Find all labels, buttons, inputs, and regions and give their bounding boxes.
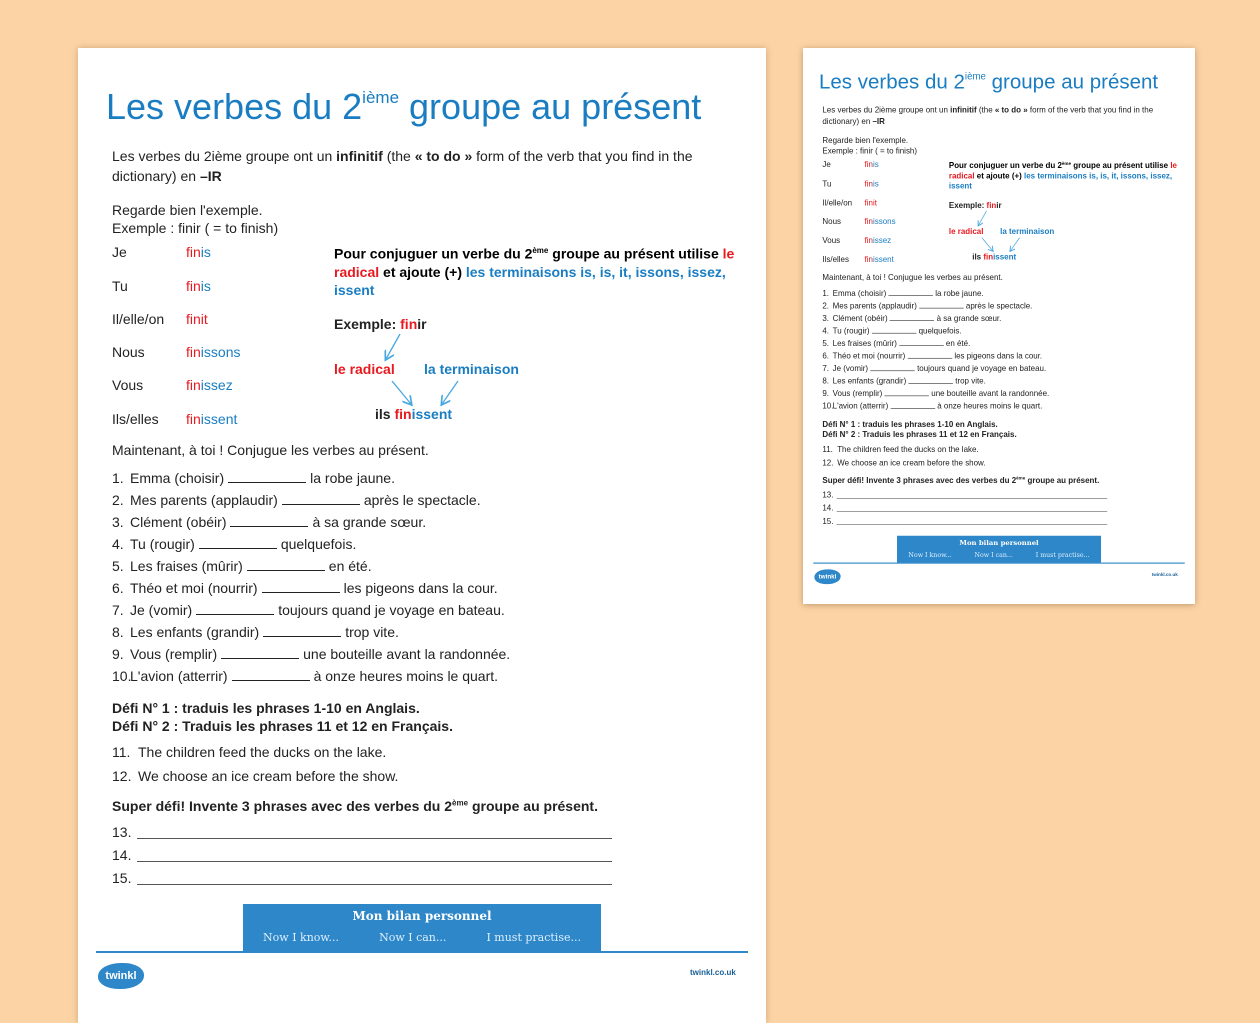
pronoun: Ils/elles [112,411,159,427]
conjugated-verb: finit [864,197,877,207]
answer-blank[interactable] [199,548,277,549]
challenge-2: Défi N° 2 : Traduis les phrases 11 et 12 en Français. [112,718,453,734]
conjugated-verb: finis [186,244,211,260]
pronoun: Tu [112,278,128,294]
invent-line[interactable]: 13. [112,824,612,840]
exercise-item: 2. Mes parents (applaudir) après le spectacle. [112,492,481,508]
self-assessment-title: Mon bilan personnel [352,909,492,923]
answer-blank[interactable] [909,383,953,384]
diagram-arrows [78,48,766,448]
self-assessment-box [897,536,1101,563]
arrow-icon [1010,238,1019,251]
answer-blank[interactable] [228,482,306,483]
exercise-item: 8. Les enfants (grandir) trop vite. [112,624,399,640]
conjugated-verb: finissent [864,254,894,264]
arrow-icon [982,238,993,251]
diagram-radical: le radical [948,226,984,236]
twinkl-logo: twinkl [98,963,144,989]
twinkl-logo: twinkl [814,569,840,584]
exercise-item: 5. Les fraises (mûrir) en été. [822,338,971,348]
example-verb: Exemple : finir ( = to finish) [822,146,918,156]
conjugated-verb: finissez [864,235,892,245]
challenge-2: Défi N° 2 : Traduis les phrases 11 et 12 en Français. [822,429,1017,439]
worksheet-title: Les verbes du 2ième groupe au présent [106,86,702,127]
intro-paragraph: Les verbes du 2ième groupe ont un infinitif (the « to do » form of the verb that you find in the dictionary) en –IR [112,148,693,184]
diagram-example: Exemple: finir [948,200,1002,210]
invent-line[interactable]: 14. [822,503,834,513]
exercise-item: 5. Les fraises (mûrir) en été. [112,558,372,574]
conjugated-verb: finit [186,311,208,327]
exercise-title: Maintenant, à toi ! Conjugue les verbes au présent. [112,442,429,458]
pronoun: Vous [112,377,144,393]
self-assessment-item: Now I can... [379,931,447,944]
answer-blank[interactable] [919,308,963,309]
invent-line[interactable]: 13. [822,490,834,500]
diagram-arrows [803,48,1195,276]
worksheet-title: Les verbes du 2ième groupe au présent [818,69,1159,94]
answer-blank[interactable] [899,345,943,346]
super-challenge: Super défi! Invente 3 phrases avec des verbes du 2ème groupe au présent. [822,475,1100,485]
example-instruction: Regarde bien l'exemple. [822,135,909,145]
answer-blank[interactable] [890,320,934,321]
footer-divider [96,951,748,953]
answer-blank[interactable] [889,295,933,296]
conjugated-verb: finis [864,179,879,189]
exercise-item: 4. Tu (rougir) quelquefois. [822,326,962,336]
answer-blank[interactable] [282,504,360,505]
answer-blank[interactable] [885,396,929,397]
rule-box: Pour conjuguer un verbe du 2ème groupe au présent utilise le radical et ajoute (+) les terminaisons is, is, it, issons, issez, issent [948,160,1177,191]
exercise-item: 3. Clément (obéir) à sa grande sœur. [822,313,1002,323]
conjugated-verb: finissons [186,344,241,360]
challenge-1: Défi N° 1 : traduis les phrases 1-10 en Anglais. [822,419,998,429]
exercise-item: 10.L'avion (atterrir) à onze heures moins le quart. [822,401,1043,411]
arrow-icon [442,381,458,404]
self-assessment-item: I must practise... [486,931,581,944]
exercise-item: 6. Théo et moi (nourrir) les pigeons dans la cour. [822,351,1043,361]
answer-blank[interactable] [891,408,935,409]
exercise-item: 3. Clément (obéir) à sa grande sœur. [112,514,427,530]
answer-blank[interactable] [247,570,325,571]
diagram-radical: le radical [334,361,395,377]
super-challenge: Super défi! Invente 3 phrases avec des verbes du 2ème groupe au présent. [112,798,598,814]
exercise-item: 6. Théo et moi (nourrir) les pigeons dans la cour. [112,580,498,596]
pronoun: Tu [822,179,832,189]
arrow-icon [392,381,411,404]
arrow-icon [386,334,400,359]
rule-box: Pour conjuguer un verbe du 2ème groupe au présent utilise le radical et ajoute (+) les terminaisons is, is, it, issons, issez, issent [334,245,735,298]
conjugated-verb: finissent [186,411,238,427]
conjugated-verb: finis [864,159,879,169]
exercise-item: 10.L'avion (atterrir) à onze heures moins le quart. [112,668,499,684]
example-instruction: Regarde bien l'exemple. [112,202,263,218]
self-assessment-item: Now I can... [974,551,1013,559]
self-assessment-item: Now I know... [263,931,340,944]
footer-divider [813,563,1185,564]
exercise-title: Maintenant, à toi ! Conjugue les verbes au présent. [822,272,1003,282]
self-assessment-item: Now I know... [908,551,952,559]
answer-blank[interactable] [196,614,274,615]
challenge-1: Défi N° 1 : traduis les phrases 1-10 en Anglais. [112,700,420,716]
pronoun: Nous [822,216,841,226]
conjugated-verb: finissons [864,216,896,226]
answer-blank[interactable] [221,658,299,659]
footer-url: twinkl.co.uk [690,968,736,977]
diagram-result: ils finissent [972,251,1017,262]
pronoun: Il/elle/on [112,311,165,327]
diagram-example: Exemple: finir [334,316,427,332]
pronoun: Nous [112,344,145,360]
exercise-item: 4. Tu (rougir) quelquefois. [112,536,357,552]
arrow-icon [978,211,986,225]
invent-line[interactable]: 15. [822,516,834,526]
translation-item: 12. We choose an ice cream before the show. [112,768,399,784]
answer-blank[interactable] [908,358,952,359]
answer-blank[interactable] [262,592,340,593]
exercise-item: 1. Emma (choisir) la robe jaune. [112,470,395,486]
translation-item: 11. The children feed the ducks on the lake. [112,744,387,760]
answer-blank[interactable] [232,680,310,681]
exercise-item: 9. Vous (remplir) une bouteille avant la randonnée. [822,388,1050,398]
exercise-item: 1. Emma (choisir) la robe jaune. [822,288,984,298]
answer-blank[interactable] [870,371,914,372]
self-assessment-item: I must practise... [1035,551,1090,559]
translation-item: 12. We choose an ice cream before the show. [822,458,986,468]
exercise-item: 7. Je (vomir) toujours quand je voyage en bateau. [822,363,1047,373]
example-verb: Exemple : finir ( = to finish) [112,220,279,236]
diagram-result: ils finissent [375,406,453,422]
pronoun: Je [112,244,127,260]
worksheet-page [78,48,766,1023]
translation-item: 11. The children feed the ducks on the lake. [822,444,979,454]
answer-blank[interactable] [230,526,308,527]
self-assessment-box [243,904,601,951]
self-assessment-title: Mon bilan personnel [959,538,1039,547]
intro-paragraph: Les verbes du 2ième groupe ont un infinitif (the « to do » form of the verb that you find in the dictionary) en –IR [822,104,1154,126]
pronoun: Ils/elles [822,254,849,264]
diagram-terminaison: la terminaison [1000,226,1055,236]
invent-line[interactable]: 14. [112,847,612,863]
footer-url: twinkl.co.uk [1151,572,1178,578]
invent-line[interactable]: 15. [112,870,612,886]
answer-blank[interactable] [263,636,341,637]
worksheet-thumbnail [803,48,1195,604]
exercise-item: 8. Les enfants (grandir) trop vite. [822,376,986,386]
exercise-item: 7. Je (vomir) toujours quand je voyage en bateau. [112,602,505,618]
answer-blank[interactable] [872,333,916,334]
pronoun: Il/elle/on [822,197,853,207]
pronoun: Vous [822,235,841,245]
conjugated-verb: finissez [186,377,233,393]
exercise-item: 9. Vous (remplir) une bouteille avant la randonnée. [112,646,511,662]
diagram-terminaison: la terminaison [424,361,519,377]
worksheet-page [803,48,1195,604]
exercise-item: 2. Mes parents (applaudir) après le spectacle. [822,300,1033,311]
conjugated-verb: finis [186,278,211,294]
pronoun: Je [822,159,831,169]
